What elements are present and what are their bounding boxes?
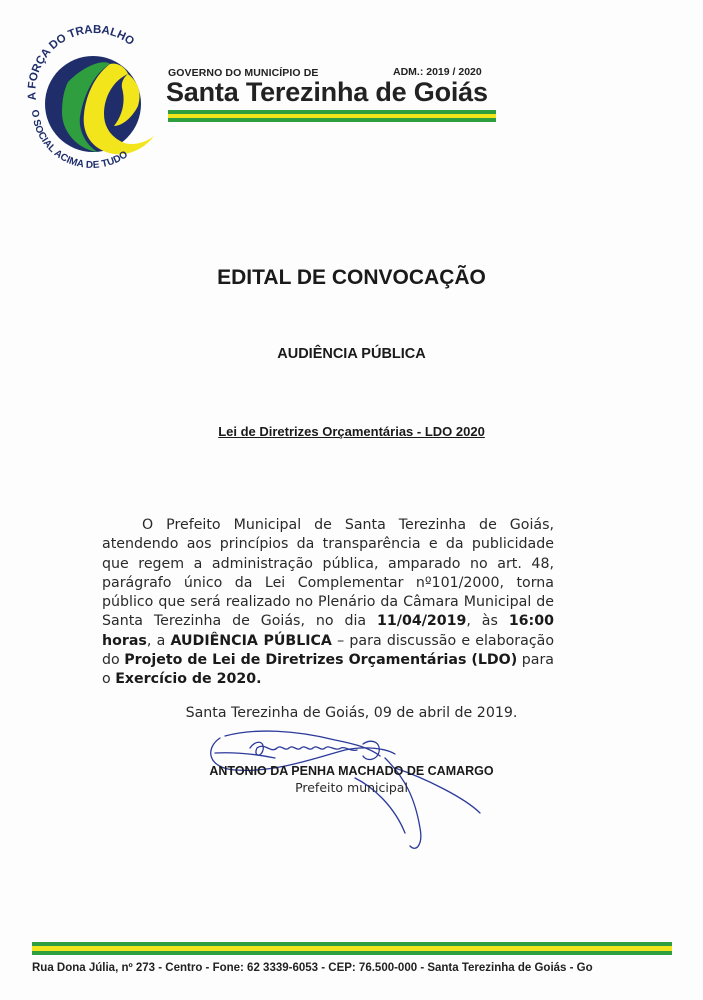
hearing-date: 11/04/2019 (377, 613, 467, 630)
footer-address: Rua Dona Júlia, nº 273 - Centro - Fone: 62 3339-6053 - CEP: 76.500-000 - Santa Terezinha de Goiás - Go (32, 962, 593, 974)
signer-role: Prefeito municipal (295, 780, 408, 795)
notice-paragraph: O Prefeito Municipal de Santa Terezinha de Goiás, atendendo aos princípios da transparência e da publicidade que regem a administração pública, amparado no art. 48, parágrafo único da Lei Complementar nº101/2000, torna público que será realizado no Plenário da Câmara Municipal de Santa Terezinha de Goiás, no dia 11/04/2019, às 16:00 horas, a AUDIÊNCIA PÚBLICA – para discussão e elaboração do Projeto de Lei de Diretrizes Orçamentárias (LDO) para o Exercício de 2020. (102, 517, 554, 688)
document-subtitle: AUDIÊNCIA PÚBLICA (277, 346, 426, 362)
law-reference (0, 424, 703, 439)
header-stripe-green-bottom (168, 118, 496, 122)
law-reference-text: Lei de Diretrizes Orçamentárias - LDO 2020 (218, 424, 485, 439)
hearing-time: 16:00 horas (102, 613, 554, 649)
logo-top-text: A FORÇA DO TRABALHO (26, 23, 137, 101)
municipality-logo (18, 22, 163, 172)
signer-name: ANTONIO DA PENHA MACHADO DE CAMARGO (209, 764, 494, 778)
document-title: EDITAL DE CONVOCAÇÃO (217, 266, 486, 289)
event-name: AUDIÊNCIA PÚBLICA (170, 632, 332, 649)
government-label: GOVERNO DO MUNICÍPIO DE (168, 67, 319, 79)
project-name: Projeto de Lei de Diretrizes Orçamentárias (LDO) (124, 652, 518, 669)
administration-label: ADM.: 2019 / 2020 (393, 66, 482, 78)
footer-stripe-green-bottom (32, 951, 672, 955)
exercise-year: Exercício de 2020. (115, 671, 262, 688)
place-and-date: Santa Terezinha de Goiás, 09 de abril de 2019. (185, 705, 518, 721)
city-name: Santa Terezinha de Goiás (166, 77, 488, 107)
logo-bottom-text: O SOCIAL ACIMA DE TUDO (28, 109, 130, 172)
